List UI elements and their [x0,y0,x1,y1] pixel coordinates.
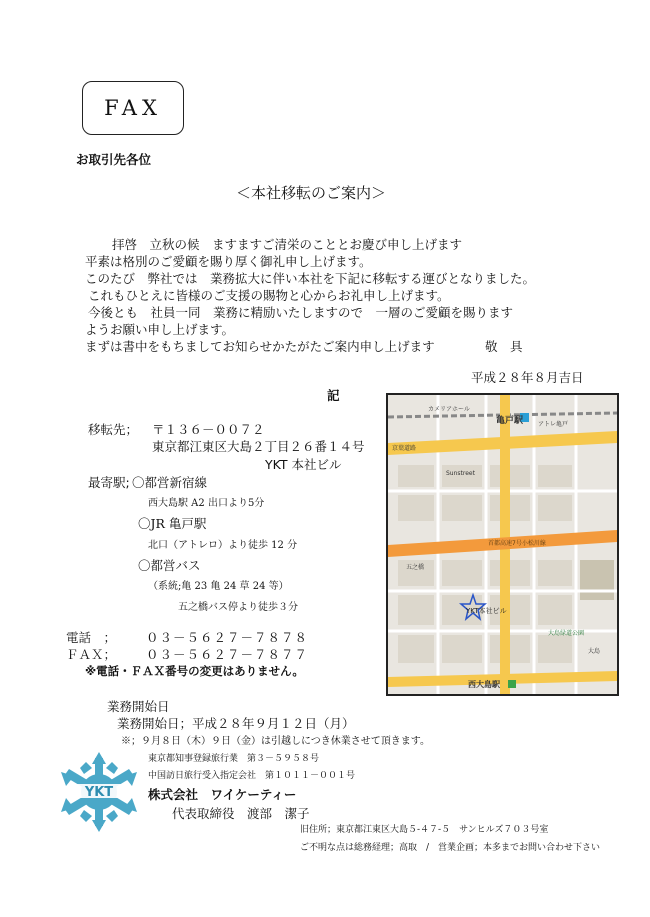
nearest-station-label: 最寄駅; [88,475,130,490]
location-map [386,393,619,696]
map-label-keiyo: 京葉道路 [392,445,417,452]
start-date-line: 業務開始日；平成２８年９月１２日（月） [117,716,355,731]
station-3-detail: 五之橋バス停より徒歩３分 [178,602,298,613]
nishi-ojima-station-icon [508,680,516,688]
ki-marker: 記 [327,388,340,403]
license-2: 中国訪日旅行受入指定会社 第１０１１－００１号 [148,771,356,781]
recipient: お取引先各位 [76,152,152,167]
station-1-detail: 西大島駅 A2 出口より5分 [148,498,265,509]
map-label-hq: YKT本社ビル [466,607,507,615]
no-change-note: ※電話・ＦＡＸ番号の変更はありません。 [85,664,304,678]
letter-date: 平成２８年８月吉日 [471,370,584,385]
body-line-1: 拝啓 立秋の候 ますますご清栄のこととお慶び申し上げます [112,237,463,252]
body-line-4: これもひとえに皆様のご支援の賜物と心からお礼申し上げます。 [88,288,450,303]
address-label: 移転先； [88,422,139,437]
fax-number: ０３－５６２７－７８７７ [146,647,309,662]
postal-code: 〒１３６－００７２ [152,422,265,437]
body-line-2: 平素は格別のご愛顧を賜り厚く御礼申し上げます。 [85,254,372,269]
map-label-gonohashi: 五之橋 [406,564,425,571]
fax-label: ＦＡＸ； [66,647,117,662]
snowflake-logo-icon [56,750,142,834]
contact-info: ご不明な点は総務経理；高取 / 営業企画；本多までお問い合わせ下さい [300,843,601,853]
map-label-nishi-ojima: 西大島駅 [468,680,500,689]
old-address: 旧住所；東京都江東区大島５-４７-５ サンヒルズ７０３号室 [300,825,549,835]
closing-keigu: 敬 具 [485,339,523,354]
building-name: YKT 本社ビル [265,457,342,472]
station-3: 〇都営バス [138,558,201,573]
representative: 代表取締役 渡部 潔子 [172,806,310,821]
fax-header-box [82,81,184,135]
station-2-detail: 北口（アトレロ）より徒歩 12 分 [148,540,298,551]
map-label-ojima: 大島 [588,648,601,655]
body-line-5: 今後とも 社員一同 業務に精励いたしますので 一層のご愛顧を賜ります [88,305,514,320]
map-label-sunstreet: Sunstreet [446,470,475,477]
station-2: 〇JR 亀戸駅 [138,516,207,531]
map-label-kameido: 亀戸駅 [496,416,524,426]
address: 東京都江東区大島２丁目２６番１４号 [152,439,365,454]
station-3-routes: （系統;亀 23 亀 24 草 24 等） [148,581,289,592]
page-title: ＜本社移転のご案内＞ [236,184,387,202]
station-1: 〇都営新宿線 [132,475,208,490]
body-line-7: まずは書中をもちましてお知らせかたがたご案内申し上げます [85,339,435,354]
map-canvas [388,395,617,694]
map-label-park: 大島緑道公園 [548,630,585,637]
holiday-note: ※；９月８日（木）９日（金）は引越しにつき休業させて頂きます。 [121,736,430,747]
body-line-6: ようお願い申し上げます。 [85,322,235,337]
license-1: 東京都知事登録旅行業 第３－５９５８号 [148,754,320,764]
tel-number: ０３－５６２７－７８７８ [146,630,309,645]
map-label-highway: 首都高速7号小松川線 [488,540,546,547]
fax-label: FAX [104,96,162,120]
company-logo [56,750,142,834]
body-line-3: このたび 弊社では 業務拡大に伴い本社を下記に移転する運びとなりました。 [85,271,536,286]
start-heading: 業務開始日 [107,699,170,714]
tel-label: 電話 ； [66,630,117,645]
map-label-atre: アトレ亀戸 [538,421,569,428]
company-name: 株式会社 ワイケーティー [148,787,297,802]
logo-text: YKT [84,785,114,800]
map-label-camera: カメリアホール [428,406,470,413]
